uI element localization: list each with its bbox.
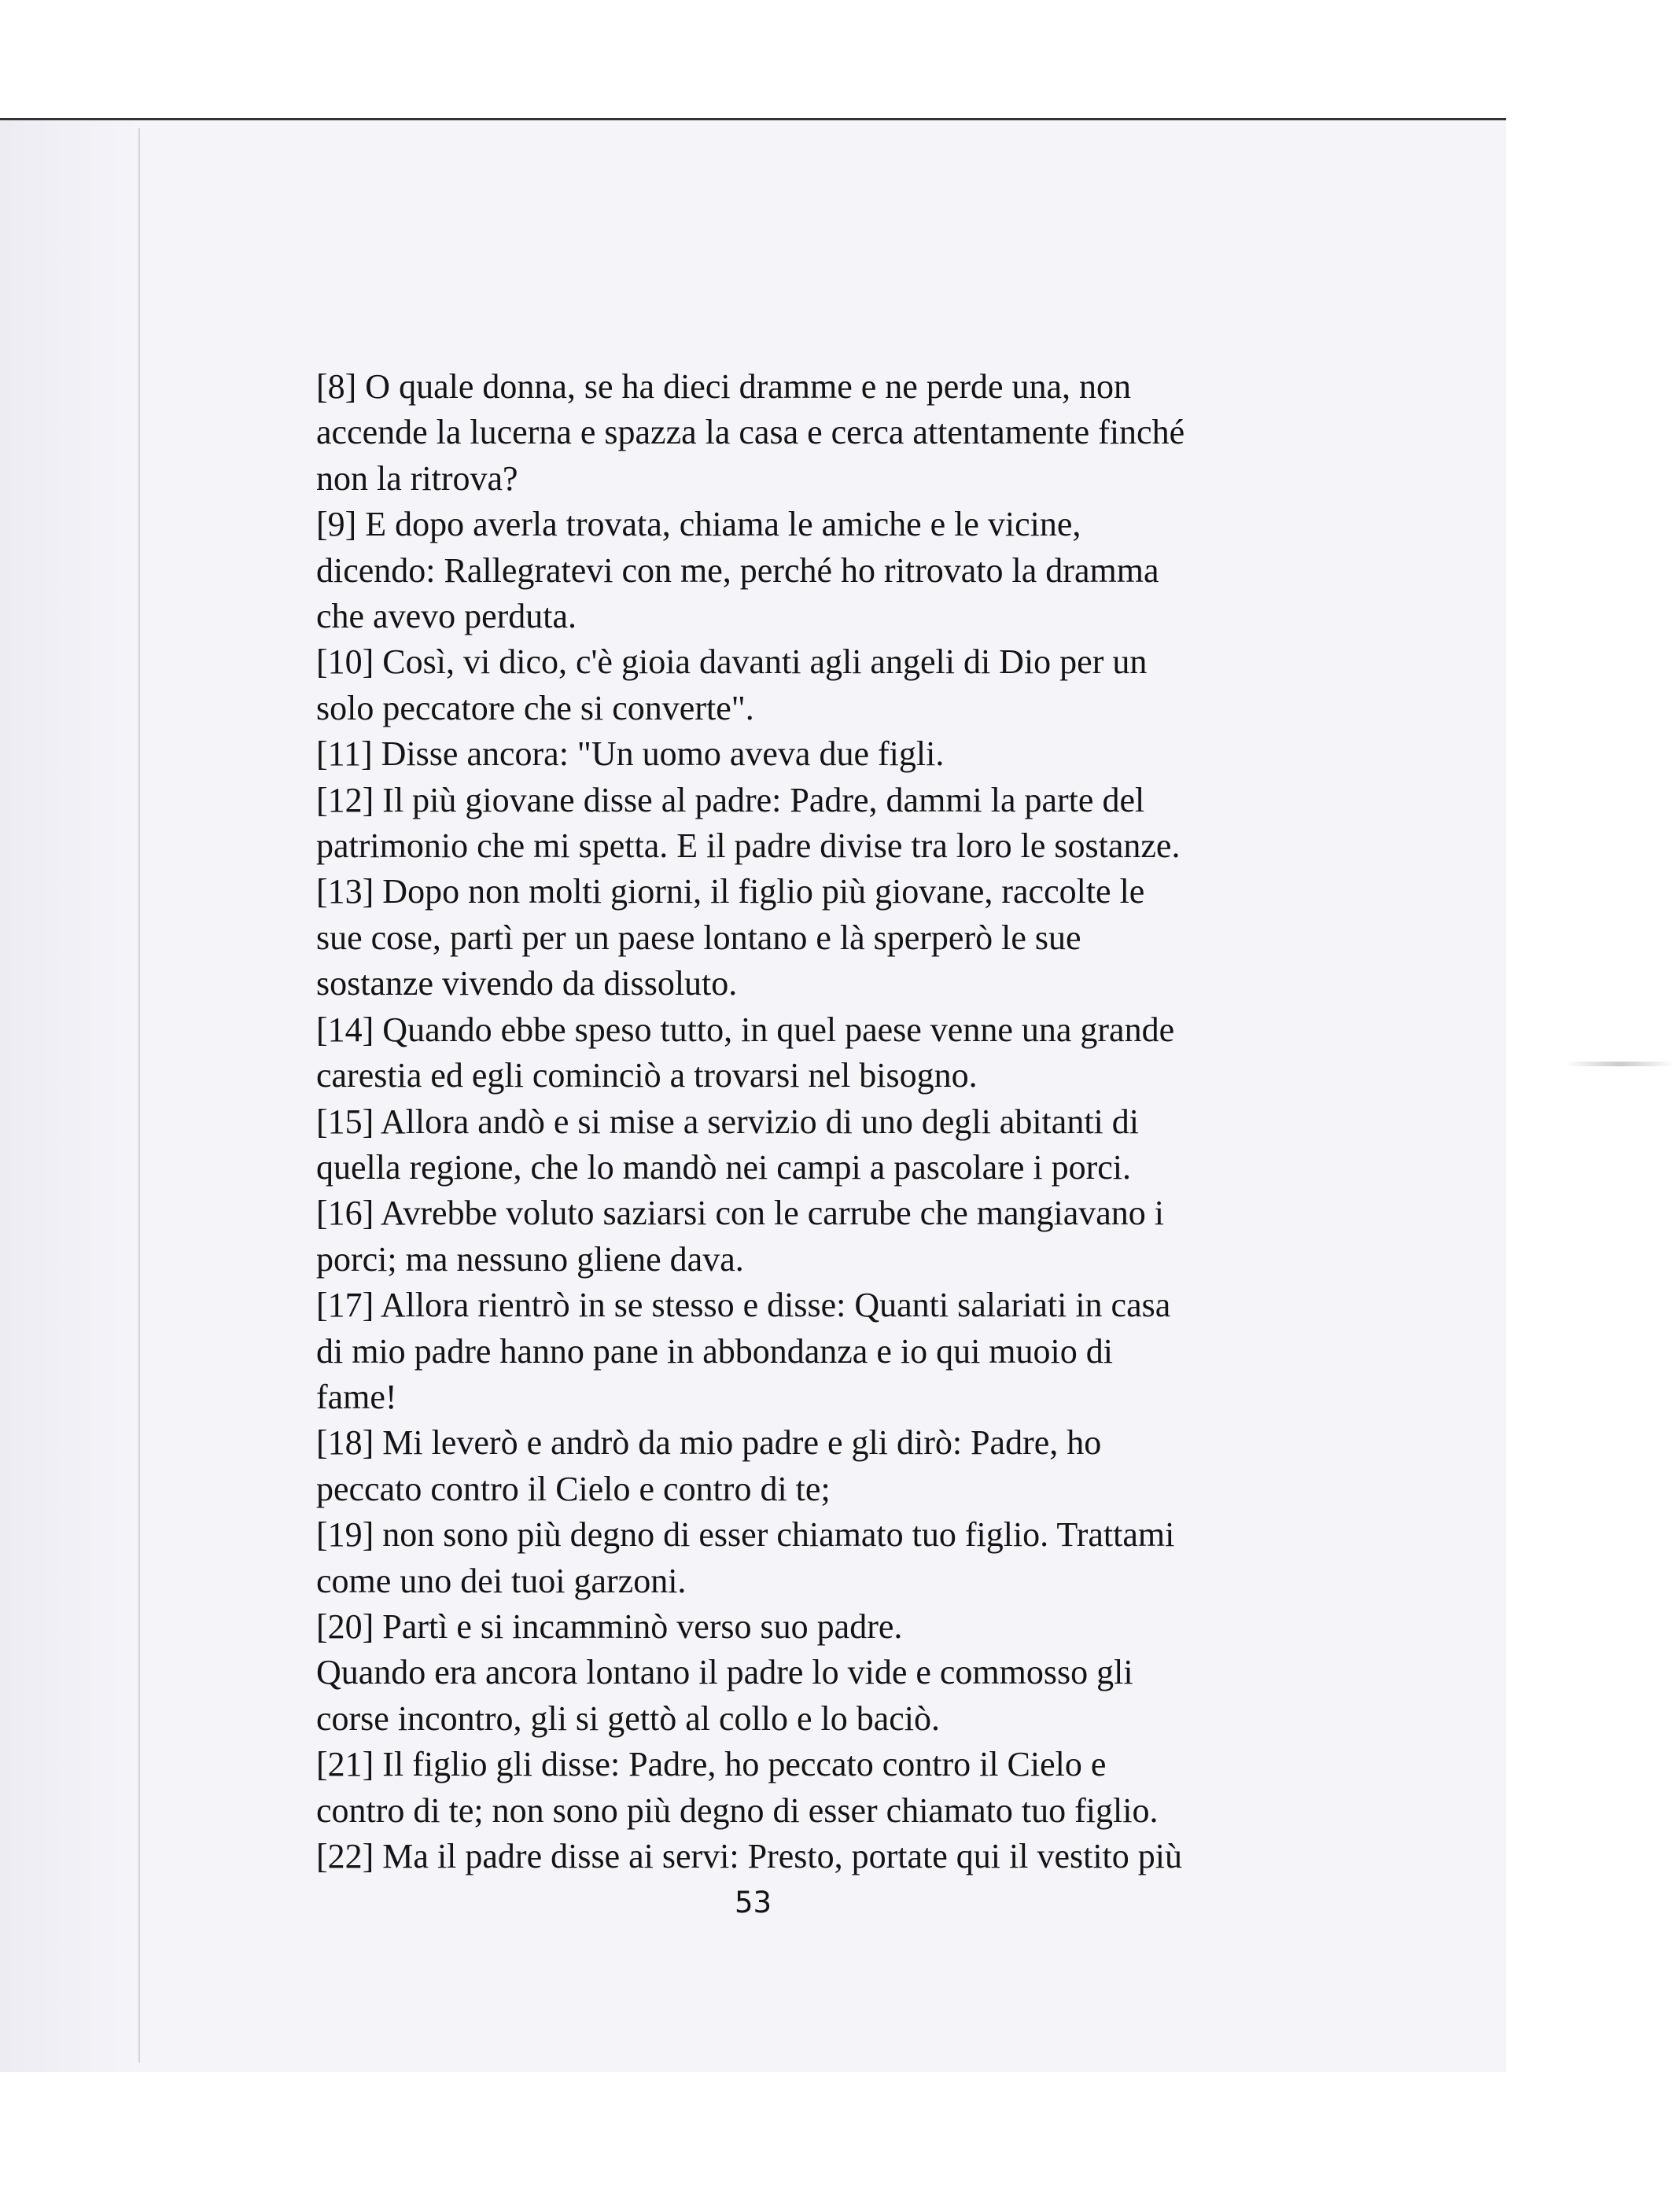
text-line: [10] Così, vi dico, c'è gioia davanti agli angeli di Dio per un xyxy=(316,642,1148,682)
text-line: [21] Il figlio gli disse: Padre, ho peccato contro il Cielo e xyxy=(316,1745,1107,1784)
text-line: sostanze vivendo da dissoluto. xyxy=(316,964,738,1003)
text-line: come uno dei tuoi garzoni. xyxy=(316,1561,687,1600)
text-line: [20] Partì e si incamminò verso suo padre. xyxy=(316,1607,903,1646)
text-line: [14] Quando ebbe speso tutto, in quel paese venne una grande xyxy=(316,1010,1175,1049)
text-line: [9] E dopo averla trovata, chiama le amiche e le vicine, xyxy=(316,505,1081,544)
text-line: corse incontro, gli si gettò al collo e lo baciò. xyxy=(316,1699,941,1738)
text-line: [22] Ma il padre disse ai servi: Presto, portate qui il vestito più xyxy=(316,1837,1183,1875)
left-page-edge xyxy=(0,120,138,2072)
text-line: [19] non sono più degno di esser chiamato tuo figlio. Trattami xyxy=(316,1515,1175,1555)
text-line: dicendo: Rallegratevi con me, perché ho ritrovato la dramma xyxy=(316,550,1159,590)
text-line: porci; ma nessuno gliene dava. xyxy=(316,1239,744,1279)
text-line: solo peccatore che si converte". xyxy=(316,688,754,727)
text-line: contro di te; non sono più degno di esser chiamato tuo figlio. xyxy=(316,1791,1159,1830)
text-line: accende la lucerna e spazza la casa e cerca attentamente finché xyxy=(316,413,1185,452)
text-line: carestia ed egli cominciò a trovarsi nel bisogno. xyxy=(316,1056,978,1095)
text-line: [13] Dopo non molti giorni, il figlio più giovane, raccolte le xyxy=(316,872,1145,911)
text-line: fame! xyxy=(316,1377,397,1416)
text-line: quella regione, che lo mandò nei campi a pascolare i porci. xyxy=(316,1147,1132,1187)
text-line: [16] Avrebbe voluto saziarsi con le carrube che mangiavano i xyxy=(316,1194,1164,1233)
text-line: peccato contro il Cielo e contro di te; xyxy=(316,1469,831,1508)
text-line: [17] Allora rientrò in se stesso e disse: Quanti salariati in casa xyxy=(316,1286,1171,1325)
text-line: patrimonio che mi spetta. E il padre divise tra loro le sostanze. xyxy=(316,826,1181,866)
text-line: [8] O quale donna, se ha dieci dramme e ne perde una, non xyxy=(316,367,1132,406)
text-line: [11] Disse ancora: "Un uomo aveva due figli. xyxy=(316,734,945,774)
text-line: non la ritrova? xyxy=(316,458,518,498)
text-line: [18] Mi leverò e andrò da mio padre e gli dirò: Padre, ho xyxy=(316,1423,1102,1463)
book-page xyxy=(0,118,1506,2072)
book-spine-fold xyxy=(138,128,140,2063)
text-line: che avevo perduta. xyxy=(316,597,577,636)
page-number: 53 xyxy=(734,1886,772,1919)
page-body-text xyxy=(316,364,1315,1879)
text-line: [12] Il più giovane disse al padre: Padre, dammi la parte del xyxy=(316,780,1145,819)
text-line: [15] Allora andò e si mise a servizio di uno degli abitanti di xyxy=(316,1102,1139,1141)
text-line: sue cose, partì per un paese lontano e là sperperò le sue xyxy=(316,918,1081,957)
scan-artifact-mark xyxy=(1565,1062,1675,1066)
text-line: Quando era ancora lontano il padre lo vide e commosso gli xyxy=(316,1653,1133,1692)
text-line: di mio padre hanno pane in abbondanza e io qui muoio di xyxy=(316,1331,1113,1371)
